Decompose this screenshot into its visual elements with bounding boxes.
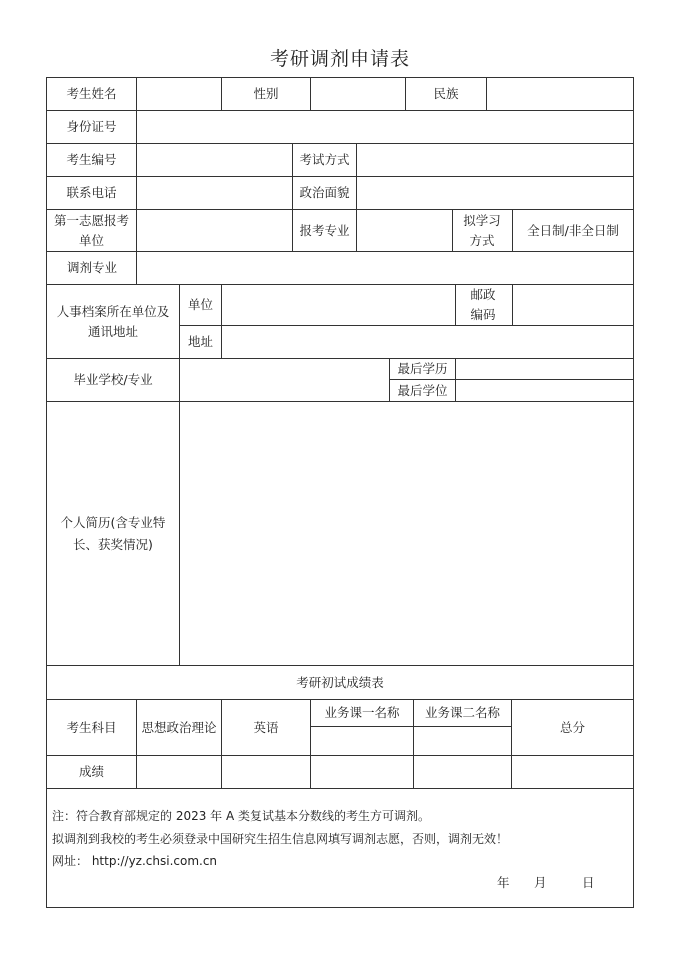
note-website: 网址： http://yz.chsi.com.cn (52, 854, 218, 868)
label-address: 地址 (188, 334, 214, 349)
exam-mode-field[interactable] (357, 144, 633, 176)
label-exam-number: 考生编号 (66, 152, 117, 167)
label-archive-address: 人事档案所在单位及通讯地址 (56, 303, 170, 339)
border-right (633, 77, 634, 908)
score-politics-field[interactable] (137, 756, 221, 788)
score-course-two-field[interactable] (414, 756, 511, 788)
col-line (455, 284, 456, 325)
applied-major-field[interactable] (357, 210, 452, 251)
score-section-title: 考研初试成绩表 (296, 674, 384, 690)
label-score: 成绩 (78, 764, 104, 779)
label-exam-mode: 考试方式 (299, 152, 350, 167)
date-day: 日 (582, 875, 595, 890)
adjust-major-field[interactable] (137, 252, 633, 284)
form-title: 考研调剂申请表 (269, 48, 410, 70)
label-applied-major: 报考专业 (299, 222, 350, 238)
subject-politics: 思想政治理论 (141, 719, 217, 735)
label-gender: 性别 (253, 86, 279, 101)
course-one-name-field[interactable] (311, 727, 413, 755)
political-status-field[interactable] (357, 177, 633, 209)
resume-field[interactable] (180, 402, 633, 665)
postcode-field[interactable] (513, 285, 633, 325)
score-english-field[interactable] (222, 756, 310, 788)
subject-total: 总分 (559, 719, 585, 735)
label-unit: 单位 (188, 297, 214, 312)
first-choice-unit-field[interactable] (137, 210, 292, 251)
label-postcode: 邮政编码 (470, 287, 496, 322)
row-line (46, 788, 634, 789)
ethnicity-field[interactable] (487, 78, 633, 110)
label-resume: 个人简历(含专业特长、获奖情况) (60, 514, 166, 552)
phone-field[interactable] (137, 177, 292, 209)
subject-english: 英语 (253, 719, 279, 735)
course-two-name-field[interactable] (414, 727, 511, 755)
label-last-degree: 最后学位 (397, 382, 448, 398)
subject-course-one: 业务课一名称 (324, 705, 400, 720)
border-bottom (46, 907, 634, 908)
col-line (452, 209, 453, 251)
last-education-field[interactable] (456, 359, 633, 379)
label-id-number: 身份证号 (66, 119, 117, 134)
score-course-one-field[interactable] (311, 756, 413, 788)
date-month: 月 (534, 875, 547, 890)
label-adjust-major: 调剂专业 (67, 260, 118, 275)
last-degree-field[interactable] (456, 380, 633, 401)
subject-course-two: 业务课二名称 (424, 705, 500, 720)
label-phone: 联系电话 (66, 185, 117, 200)
study-mode-options[interactable]: 全日制/非全日制 (527, 222, 619, 238)
archive-unit-field[interactable] (222, 285, 455, 325)
label-graduate-school: 毕业学校/专业 (73, 372, 153, 387)
label-first-choice-unit: 第一志愿报考单位 (53, 212, 129, 248)
graduate-school-field[interactable] (180, 359, 389, 401)
label-name: 考生姓名 (66, 86, 117, 101)
name-field[interactable] (137, 78, 221, 110)
note-line-2: 拟调剂到我校的考生必须登录中国研究生招生信息网填写调剂志愿，否则，调剂无效！ (52, 832, 509, 846)
address-field[interactable] (222, 326, 633, 358)
label-ethnicity: 民族 (433, 86, 459, 101)
label-subject: 考生科目 (66, 719, 117, 735)
label-study-mode: 拟学习方式 (463, 212, 501, 248)
label-political-status: 政治面貌 (299, 185, 350, 200)
note-line-1: 注：符合教育部规定的 2023 年 A 类复试基本分数线的考生方可调剂。 (52, 809, 431, 823)
id-number-field[interactable] (137, 111, 633, 143)
gender-field[interactable] (311, 78, 405, 110)
label-last-education: 最后学历 (397, 361, 448, 376)
date-year: 年 (497, 875, 510, 890)
exam-number-field[interactable] (137, 144, 292, 176)
score-total-field[interactable] (512, 756, 633, 788)
